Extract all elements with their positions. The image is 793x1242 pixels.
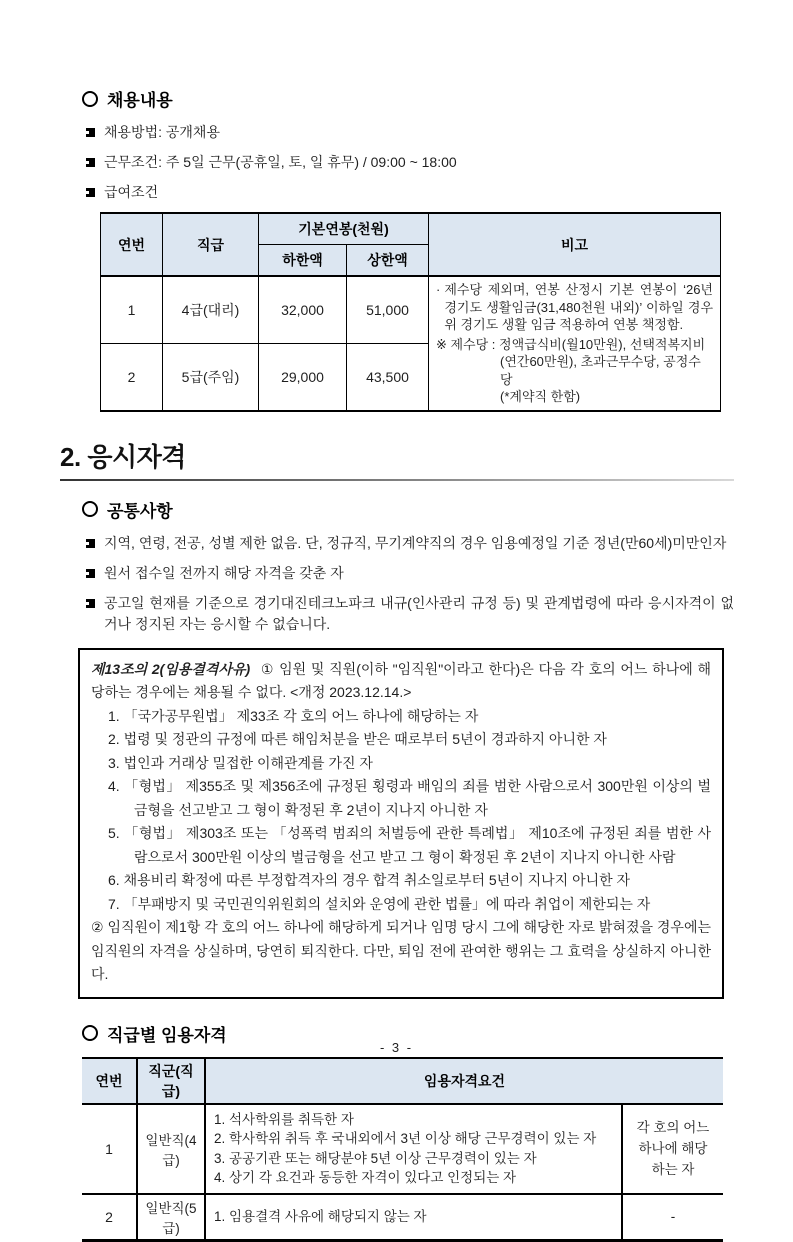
cell-note: 각 호의 어느 하나에 해당 하는 자 (622, 1104, 723, 1194)
cell-note: - (622, 1194, 723, 1241)
recruit-bullet-salary-text: 급여조건 (104, 184, 159, 200)
requirement-line-4: 4. 상기 각 요건과 동등한 자격이 있다고 인정되는 자 (214, 1170, 517, 1185)
grade-qualification-table (82, 1057, 723, 1242)
cell-min: 32,000 (259, 276, 347, 343)
law-item-4: 4. 「형법」 제355조 및 제356조에 규정된 횡령과 배임의 죄를 범한 사람으로서 300만원 이상의 벌금형을 선고받고 그 형이 확정된 후 2년이 지나지 아니한 자 (108, 778, 711, 818)
circle-bullet-icon (82, 91, 98, 107)
cell-group: 일반직(4급) (137, 1104, 205, 1194)
page-number: - 3 - (379, 1040, 414, 1055)
square-bullet-icon (86, 539, 95, 548)
square-bullet-icon (86, 569, 95, 578)
cell-no: 1 (101, 276, 163, 343)
requirement-line-2: 2. 학사학위 취득 후 국내외에서 3년 이상 해당 근무경력이 있는 자 (214, 1131, 597, 1146)
col-header-base-salary: 기본연봉(천원) (259, 213, 429, 245)
cell-min: 29,000 (259, 343, 347, 410)
cell-group: 일반직(5급) (137, 1194, 205, 1241)
law-closing-paragraph: ② 임직원이 제1항 각 호의 어느 하나에 해당하게 되거나 임명 당시 그에 해당한 자로 밝혀졌을 경우에는 임직원의 자격을 상실하며, 당연히 퇴직한다. 다만, 퇴임 전에 관여한 행위는 그 효력을 상실하지 아니한다. (91, 919, 711, 982)
grade-table-row-2 (82, 1194, 723, 1241)
common-bullet-3 (86, 593, 734, 635)
disqualification-law-box (78, 648, 724, 999)
circle-bullet-icon (82, 1025, 98, 1041)
recruit-section-heading (82, 86, 734, 111)
common-bullet-2 (86, 563, 734, 584)
cell-no: 1 (82, 1104, 137, 1194)
recruit-bullet-conditions-text: 근무조건: 주 5일 근무(공휴일, 토, 일 휴무) / 09:00 ~ 18:00 (104, 154, 457, 170)
qualification-section (60, 442, 734, 481)
cell-max: 51,000 (347, 276, 429, 343)
recruit-heading-label: 채용내용 (107, 91, 173, 110)
salary-table (100, 212, 721, 412)
recruit-bullet-conditions (86, 152, 734, 173)
requirement-line-1: 1. 석사학위를 취득한 자 (214, 1111, 354, 1127)
requirement-line-3: 3. 공공기관 또는 해당분야 5년 이상 근무경력이 있는 자 (214, 1150, 537, 1166)
col-header-note: 비고 (429, 213, 721, 276)
cell-grade: 5급(주임) (163, 343, 259, 410)
law-item-5: 5. 「형법」 제303조 또는 「성폭력 범죄의 처벌등에 관한 특례법」 제10조에 규정된 죄를 범한 사람으로서 300만원 이상의 벌금형을 선고 받고 그 형이 확정된 후 2년이 지나지 아니한 사람 (108, 825, 711, 865)
common-heading-label: 공통사항 (107, 501, 173, 521)
law-article-title: 제13조의 2(임용결격사유) (91, 660, 251, 677)
salary-note-cell (429, 276, 721, 411)
law-intro-text: ① 임원 및 직원(이하 "임직원"이라고 한다)은 다음 각 호의 어느 하나에 해당하는 경우에는 채용될 수 없다. <개정 2023.12.14.> (91, 660, 712, 700)
grade-qualification-heading-label: 직급별 임용자격 (107, 1025, 227, 1045)
cell-requirements (205, 1194, 622, 1241)
circle-bullet-icon (82, 501, 98, 517)
grade-table-row-1 (82, 1104, 723, 1194)
common-bullet-1-text: 지역, 연령, 전공, 성별 제한 없음. 단, 정규직, 무기계약직의 경우 임용예정일 기준 정년(만60세)미만인자 (104, 534, 727, 551)
square-bullet-icon (86, 128, 95, 137)
cell-no: 2 (82, 1194, 137, 1241)
salary-note-main (436, 281, 713, 334)
requirement-line-1: 1. 임용결격 사유에 해당되지 않는 자 (214, 1208, 427, 1224)
common-bullet-2-text: 원서 접수일 전까지 해당 자격을 갖춘 자 (104, 564, 344, 581)
recruit-bullet-method (86, 122, 734, 143)
salary-note-allowance-1: ※ 제수당 : 정액급식비(월10만원), 선택적복지비 (436, 336, 706, 352)
recruit-bullet-salary (86, 182, 734, 203)
col-header-min: 하한액 (259, 245, 347, 277)
col-header-no: 연번 (82, 1058, 137, 1104)
salary-note-main-text: 제수당 제외며, 연봉 산정시 기본 연봉이 ‘26년 경기도 생활임금(31,480천원 내외)’ 이하일 경우 위 경기도 생활 임금 적용하여 연봉 책정함. (444, 282, 713, 332)
recruit-bullet-method-text: 채용방법: 공개채용 (104, 124, 220, 140)
col-header-no: 연번 (101, 213, 163, 276)
cell-requirements (205, 1104, 622, 1194)
square-bullet-icon (86, 188, 95, 197)
law-item-2: 2. 법령 및 정관의 규정에 따른 해임처분을 받은 때로부터 5년이 경과하지 아니한 자 (108, 731, 607, 747)
col-header-grade: 직급 (163, 213, 259, 276)
law-intro-paragraph (91, 658, 711, 705)
square-bullet-icon (86, 599, 95, 608)
law-item-6: 6. 채용비리 확정에 따른 부정합격자의 경우 합격 취소일로부터 5년이 지나지 아니한 자 (108, 872, 631, 888)
document-body (60, 86, 734, 1242)
grade-table-header-row (82, 1058, 723, 1104)
common-section-heading (82, 497, 734, 522)
salary-note-allowance-3: (*계약직 한함) (500, 389, 581, 404)
law-item-1: 1. 「국가공무원법」 제33조 각 호의 어느 하나에 해당하는 자 (108, 707, 479, 724)
col-header-requirements: 임용자격요건 (205, 1058, 723, 1104)
cell-max: 43,500 (347, 343, 429, 410)
col-header-group: 직군(직급) (137, 1058, 205, 1104)
cell-no: 2 (101, 343, 163, 410)
cell-grade: 4급(대리) (163, 276, 259, 343)
square-bullet-icon (86, 158, 95, 167)
salary-table-row-1 (101, 276, 721, 343)
common-bullet-3-text: 공고일 현재를 기준으로 경기대진테크노파크 내규(인사관리 규정 등) 및 관계법령에 따라 응시자격이 없거나 정지된 자는 응시할 수 없습니다. (104, 594, 734, 632)
salary-note-allowance-2: (연간60만원), 초과근무수당, 공정수당 (500, 354, 701, 387)
salary-table-header-row-1 (101, 213, 721, 245)
law-item-7: 7. 「부패방지 및 국민권익위원회의 설치와 운영에 관한 법률」에 따라 취업이 제한되는 자 (108, 895, 651, 912)
dot-bullet-icon: · (436, 282, 441, 297)
col-header-max: 상한액 (347, 245, 429, 277)
common-bullet-1 (86, 533, 734, 554)
law-item-3: 3. 법인과 거래상 밀접한 이해관계를 가진 자 (108, 754, 373, 771)
qualification-section-title: 2. 응시자격 (60, 441, 186, 472)
